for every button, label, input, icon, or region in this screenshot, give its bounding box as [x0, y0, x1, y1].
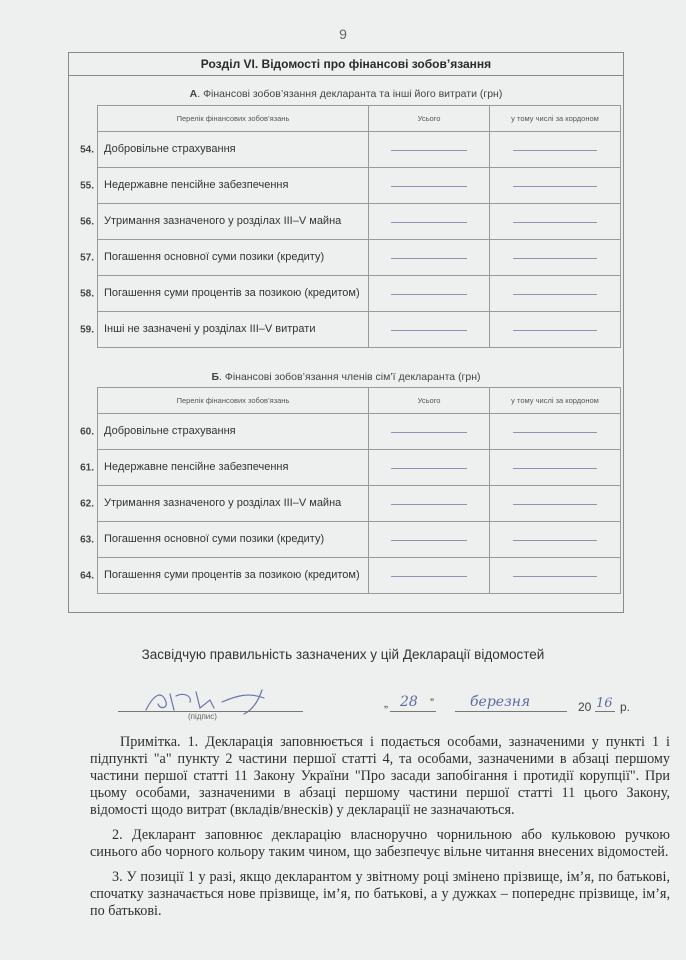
table-row [98, 276, 621, 312]
table-row [98, 450, 621, 486]
row-label-cell [80, 132, 369, 168]
date-year-prefix: 20 [578, 700, 592, 714]
dash-mark [391, 540, 468, 541]
abroad-cell[interactable] [490, 132, 621, 168]
date-day: 28 [400, 694, 418, 710]
row-label: Недержавне пенсійне забезпечення [104, 179, 289, 191]
notes-section [90, 734, 670, 928]
dash-mark [391, 330, 468, 331]
row-number: 63. [80, 534, 94, 545]
row-number: 59. [80, 324, 94, 335]
row-label: Утримання зазначеного у розділах III–V майна [104, 215, 342, 227]
table-row [98, 312, 621, 348]
section-frame [68, 52, 624, 613]
row-label-cell [80, 240, 369, 276]
row-number: 58. [80, 288, 94, 299]
dash-mark [391, 150, 468, 151]
total-cell[interactable] [369, 168, 490, 204]
dash-mark [513, 432, 596, 433]
total-cell[interactable] [369, 204, 490, 240]
total-cell[interactable] [369, 240, 490, 276]
row-number: 55. [80, 180, 94, 191]
dash-mark [391, 504, 468, 505]
table-row [98, 132, 621, 168]
header-abroad: у тому числі за кордоном [490, 106, 621, 132]
row-label: Інші не зазначені у розділах III–V витрати [104, 323, 316, 335]
dash-mark [391, 258, 468, 259]
abroad-cell[interactable] [490, 486, 621, 522]
row-label-cell [80, 204, 369, 240]
abroad-cell[interactable] [490, 558, 621, 594]
note-paragraph: 3. У позиції 1 у разі, якщо декларантом у звітному році змінено прізвище, ім’я, по батькові, спочатку зазначається нове прізвище, ім’я, по батькові, а у дужках – попереднє прізвище, ім’я, по батькові. [90, 869, 670, 919]
dash-mark [513, 186, 596, 187]
row-label-cell [80, 168, 369, 204]
total-cell[interactable] [369, 276, 490, 312]
part-a-letter: А [189, 88, 198, 100]
part-a-table [80, 105, 621, 348]
row-label: Погашення суми процентів за позикою (кредитом) [104, 569, 360, 581]
page-number: 9 [339, 26, 347, 42]
row-label-cell [80, 522, 369, 558]
total-cell[interactable] [369, 132, 490, 168]
date-day-line [390, 711, 436, 712]
total-cell[interactable] [369, 558, 490, 594]
dash-mark [391, 294, 468, 295]
header-abroad: у тому числі за кордоном [490, 388, 621, 414]
row-label: Погашення основної суми позики (кредиту) [104, 251, 325, 263]
dash-mark [391, 432, 468, 433]
abroad-cell[interactable] [490, 168, 621, 204]
dash-mark [513, 540, 596, 541]
dash-mark [513, 258, 596, 259]
table-row [98, 486, 621, 522]
table-header-row [98, 388, 621, 414]
total-cell[interactable] [369, 486, 490, 522]
part-a-title-text: . Фінансові зобов’язання декларанта та інші його витрати (грн) [197, 88, 503, 100]
row-label-cell [80, 276, 369, 312]
table-row [98, 204, 621, 240]
date-year-suffix: 16 [596, 696, 613, 711]
dash-mark [391, 576, 468, 577]
date-year-line [595, 711, 615, 712]
abroad-cell[interactable] [490, 240, 621, 276]
table-row [98, 522, 621, 558]
table-row [98, 558, 621, 594]
date-open-quote: „ [384, 696, 388, 710]
section-title: Розділ VI. Відомості про фінансові зобов’язання [69, 53, 623, 76]
part-a-title [69, 88, 623, 100]
header-total: Усього [369, 388, 490, 414]
date-month: березня [470, 694, 531, 710]
part-b-title [69, 371, 623, 383]
part-b-letter: Б [211, 371, 219, 383]
row-number: 61. [80, 462, 94, 473]
row-label-cell [80, 414, 369, 450]
total-cell[interactable] [369, 522, 490, 558]
abroad-cell[interactable] [490, 450, 621, 486]
row-number: 64. [80, 570, 94, 581]
abroad-cell[interactable] [490, 312, 621, 348]
table-row [98, 414, 621, 450]
row-number: 56. [80, 216, 94, 227]
part-b-table [80, 387, 621, 594]
note-paragraph: 2. Декларант заповнює декларацію власноручно чорнильною або кульковою ручкою синього або чорного кольору таким чином, що забезпечує вільне читання внесених відомостей. [90, 827, 670, 860]
abroad-cell[interactable] [490, 414, 621, 450]
certification-statement: Засвідчую правильність зазначених у цій Декларації відомостей [141, 647, 545, 662]
dash-mark [513, 294, 596, 295]
abroad-cell[interactable] [490, 522, 621, 558]
dash-mark [513, 504, 596, 505]
header-obligations: Перелік фінансових зобов’язань [98, 388, 369, 414]
row-label: Добровільне страхування [104, 143, 236, 155]
signature-caption: (підпис) [188, 712, 217, 721]
row-number: 54. [80, 144, 94, 155]
dash-mark [391, 186, 468, 187]
dash-mark [513, 222, 596, 223]
total-cell[interactable] [369, 414, 490, 450]
dash-mark [391, 222, 468, 223]
row-label-cell [80, 558, 369, 594]
date-month-line [455, 711, 567, 712]
dash-mark [513, 468, 596, 469]
dash-mark [513, 150, 596, 151]
note-paragraph: Примітка. 1. Декларація заповнюється і подається особами, зазначеними у пункті 1 і підпункті "а" пункту 2 частини першої статті 4, та особами, зазначеними в абзаці першому частини першої статті 11 Закону України "Про засади запобігання і протидії корупції". При цьому особами, зазначеними в абзаці першому частини першої статті 11 цього Закону, відомості щодо витрат (вкладів/внесків) у декларації не зазначаються. [90, 734, 670, 818]
row-label-cell [80, 486, 369, 522]
header-total: Усього [369, 106, 490, 132]
abroad-cell[interactable] [490, 204, 621, 240]
total-cell[interactable] [369, 450, 490, 486]
abroad-cell[interactable] [490, 276, 621, 312]
table-header-row [98, 106, 621, 132]
row-label: Погашення суми процентів за позикою (кредитом) [104, 287, 360, 299]
row-number: 60. [80, 426, 94, 437]
table-row [98, 240, 621, 276]
date-close-quote: ” [430, 696, 434, 710]
row-label: Утримання зазначеного у розділах III–V майна [104, 497, 342, 509]
row-label-cell [80, 312, 369, 348]
table-row [98, 168, 621, 204]
row-number: 57. [80, 252, 94, 263]
header-obligations: Перелік фінансових зобов’язань [98, 106, 369, 132]
row-number: 62. [80, 498, 94, 509]
dash-mark [513, 576, 596, 577]
total-cell[interactable] [369, 312, 490, 348]
dash-mark [513, 330, 596, 331]
date-year-unit: р. [620, 700, 631, 714]
row-label: Добровільне страхування [104, 425, 236, 437]
row-label: Погашення основної суми позики (кредиту) [104, 533, 325, 545]
row-label-cell [80, 450, 369, 486]
row-label: Недержавне пенсійне забезпечення [104, 461, 289, 473]
part-b-title-text: . Фінансові зобов’язання членів сім’ї декларанта (грн) [219, 371, 481, 383]
dash-mark [391, 468, 468, 469]
